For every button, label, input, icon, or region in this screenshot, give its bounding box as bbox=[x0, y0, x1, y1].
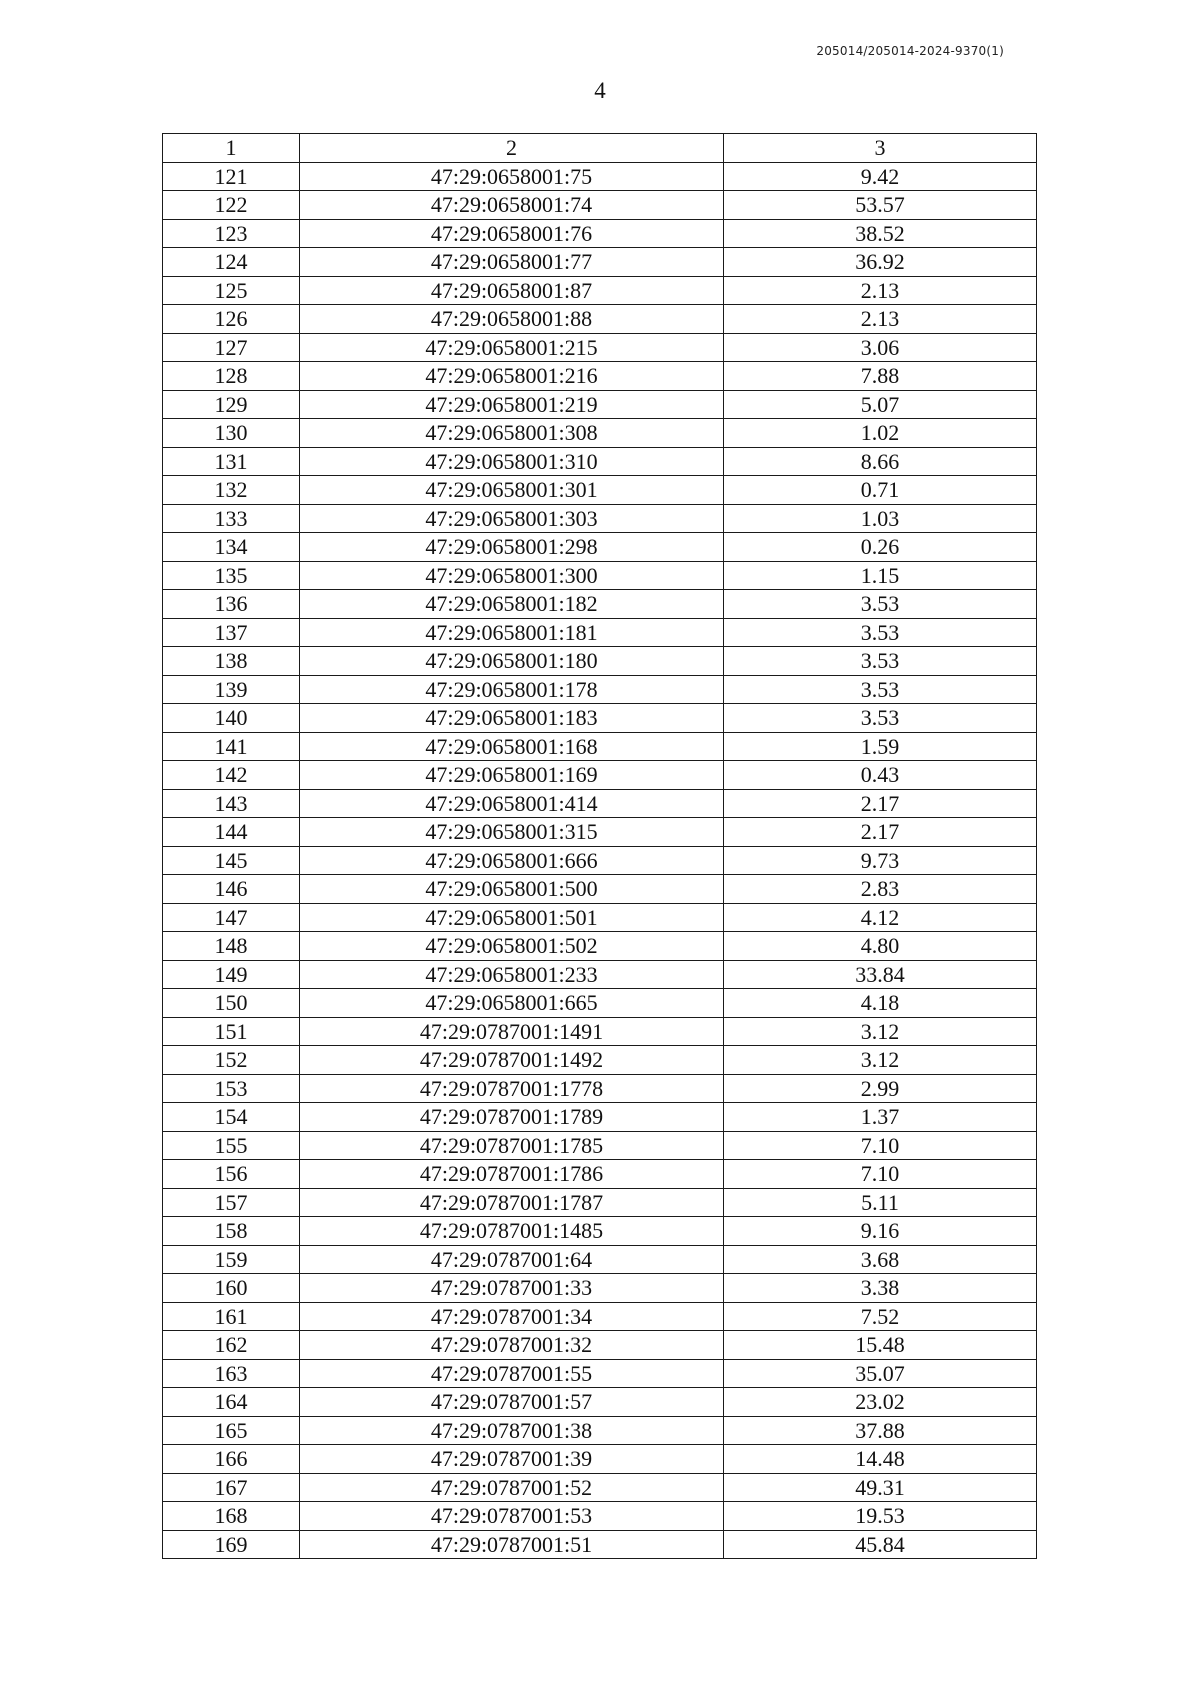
row-number-cell: 123 bbox=[163, 219, 300, 248]
area-value-cell: 0.43 bbox=[724, 761, 1037, 790]
row-number-cell: 136 bbox=[163, 590, 300, 619]
row-number-cell: 167 bbox=[163, 1473, 300, 1502]
row-number-cell: 148 bbox=[163, 932, 300, 961]
area-value-cell: 3.53 bbox=[724, 675, 1037, 704]
cadastral-number-cell: 47:29:0658001:298 bbox=[300, 533, 724, 562]
area-value-cell: 9.42 bbox=[724, 162, 1037, 191]
row-number-cell: 128 bbox=[163, 362, 300, 391]
area-value-cell: 0.71 bbox=[724, 476, 1037, 505]
table-row bbox=[163, 390, 1037, 419]
row-number-cell: 133 bbox=[163, 504, 300, 533]
row-number-cell: 134 bbox=[163, 533, 300, 562]
table-row bbox=[163, 1331, 1037, 1360]
area-value-cell: 4.18 bbox=[724, 989, 1037, 1018]
area-value-cell: 3.68 bbox=[724, 1245, 1037, 1274]
row-number-cell: 149 bbox=[163, 960, 300, 989]
area-value-cell: 15.48 bbox=[724, 1331, 1037, 1360]
cadastral-number-cell: 47:29:0787001:1787 bbox=[300, 1188, 724, 1217]
cadastral-number-cell: 47:29:0658001:300 bbox=[300, 561, 724, 590]
column-header-2: 2 bbox=[300, 134, 724, 163]
row-number-cell: 140 bbox=[163, 704, 300, 733]
cadastral-number-cell: 47:29:0658001:88 bbox=[300, 305, 724, 334]
cadastral-number-cell: 47:29:0787001:64 bbox=[300, 1245, 724, 1274]
table-row bbox=[163, 789, 1037, 818]
row-number-cell: 168 bbox=[163, 1502, 300, 1531]
table-row bbox=[163, 333, 1037, 362]
area-value-cell: 3.12 bbox=[724, 1017, 1037, 1046]
table-row bbox=[163, 305, 1037, 334]
row-number-cell: 152 bbox=[163, 1046, 300, 1075]
row-number-cell: 127 bbox=[163, 333, 300, 362]
table-body bbox=[163, 162, 1037, 1559]
cadastral-number-cell: 47:29:0787001:53 bbox=[300, 1502, 724, 1531]
table-row bbox=[163, 219, 1037, 248]
cadastral-number-cell: 47:29:0658001:181 bbox=[300, 618, 724, 647]
table-row bbox=[163, 675, 1037, 704]
cadastral-number-cell: 47:29:0658001:77 bbox=[300, 248, 724, 277]
area-value-cell: 3.53 bbox=[724, 704, 1037, 733]
area-value-cell: 23.02 bbox=[724, 1388, 1037, 1417]
table-row bbox=[163, 846, 1037, 875]
table-row bbox=[163, 1188, 1037, 1217]
table-row bbox=[163, 932, 1037, 961]
area-value-cell: 1.03 bbox=[724, 504, 1037, 533]
table-row bbox=[163, 362, 1037, 391]
table-row bbox=[163, 903, 1037, 932]
row-number-cell: 159 bbox=[163, 1245, 300, 1274]
cadastral-number-cell: 47:29:0658001:216 bbox=[300, 362, 724, 391]
table-row bbox=[163, 1359, 1037, 1388]
row-number-cell: 146 bbox=[163, 875, 300, 904]
row-number-cell: 130 bbox=[163, 419, 300, 448]
table-row bbox=[163, 960, 1037, 989]
row-number-cell: 121 bbox=[163, 162, 300, 191]
cadastral-number-cell: 47:29:0658001:168 bbox=[300, 732, 724, 761]
table-row bbox=[163, 647, 1037, 676]
table-row bbox=[163, 818, 1037, 847]
row-number-cell: 162 bbox=[163, 1331, 300, 1360]
cadastral-number-cell: 47:29:0658001:76 bbox=[300, 219, 724, 248]
area-value-cell: 3.53 bbox=[724, 647, 1037, 676]
row-number-cell: 147 bbox=[163, 903, 300, 932]
table-row bbox=[163, 1017, 1037, 1046]
row-number-cell: 169 bbox=[163, 1530, 300, 1559]
cadastral-number-cell: 47:29:0658001:665 bbox=[300, 989, 724, 1018]
area-value-cell: 2.17 bbox=[724, 818, 1037, 847]
area-value-cell: 33.84 bbox=[724, 960, 1037, 989]
row-number-cell: 126 bbox=[163, 305, 300, 334]
area-value-cell: 9.73 bbox=[724, 846, 1037, 875]
row-number-cell: 156 bbox=[163, 1160, 300, 1189]
area-value-cell: 7.88 bbox=[724, 362, 1037, 391]
cadastral-number-cell: 47:29:0658001:180 bbox=[300, 647, 724, 676]
row-number-cell: 157 bbox=[163, 1188, 300, 1217]
row-number-cell: 154 bbox=[163, 1103, 300, 1132]
table-row bbox=[163, 590, 1037, 619]
table-row bbox=[163, 1131, 1037, 1160]
table-row bbox=[163, 504, 1037, 533]
cadastral-number-cell: 47:29:0658001:414 bbox=[300, 789, 724, 818]
table-row bbox=[163, 191, 1037, 220]
row-number-cell: 153 bbox=[163, 1074, 300, 1103]
row-number-cell: 165 bbox=[163, 1416, 300, 1445]
cadastral-number-cell: 47:29:0658001:301 bbox=[300, 476, 724, 505]
row-number-cell: 131 bbox=[163, 447, 300, 476]
area-value-cell: 2.83 bbox=[724, 875, 1037, 904]
row-number-cell: 124 bbox=[163, 248, 300, 277]
area-value-cell: 0.26 bbox=[724, 533, 1037, 562]
cadastral-number-cell: 47:29:0658001:183 bbox=[300, 704, 724, 733]
table-row bbox=[163, 419, 1037, 448]
row-number-cell: 139 bbox=[163, 675, 300, 704]
table-row bbox=[163, 875, 1037, 904]
area-value-cell: 8.66 bbox=[724, 447, 1037, 476]
table-row bbox=[163, 1302, 1037, 1331]
table-row bbox=[163, 561, 1037, 590]
document-reference: 205014/205014-2024-9370(1) bbox=[816, 44, 1004, 58]
table-row bbox=[163, 618, 1037, 647]
table-row bbox=[163, 447, 1037, 476]
cadastral-number-cell: 47:29:0658001:303 bbox=[300, 504, 724, 533]
area-value-cell: 4.80 bbox=[724, 932, 1037, 961]
area-value-cell: 49.31 bbox=[724, 1473, 1037, 1502]
cadastral-number-cell: 47:29:0787001:52 bbox=[300, 1473, 724, 1502]
cadastral-number-cell: 47:29:0787001:1786 bbox=[300, 1160, 724, 1189]
row-number-cell: 151 bbox=[163, 1017, 300, 1046]
area-value-cell: 4.12 bbox=[724, 903, 1037, 932]
area-value-cell: 14.48 bbox=[724, 1445, 1037, 1474]
cadastral-number-cell: 47:29:0658001:501 bbox=[300, 903, 724, 932]
table-row bbox=[163, 1530, 1037, 1559]
table-row bbox=[163, 1274, 1037, 1303]
cadastral-number-cell: 47:29:0658001:502 bbox=[300, 932, 724, 961]
cadastral-number-cell: 47:29:0787001:1492 bbox=[300, 1046, 724, 1075]
cadastral-number-cell: 47:29:0658001:219 bbox=[300, 390, 724, 419]
column-header-1: 1 bbox=[163, 134, 300, 163]
cadastral-number-cell: 47:29:0787001:1491 bbox=[300, 1017, 724, 1046]
table-row bbox=[163, 1445, 1037, 1474]
area-value-cell: 3.38 bbox=[724, 1274, 1037, 1303]
table-row bbox=[163, 476, 1037, 505]
area-value-cell: 7.52 bbox=[724, 1302, 1037, 1331]
area-value-cell: 3.53 bbox=[724, 590, 1037, 619]
row-number-cell: 138 bbox=[163, 647, 300, 676]
cadastral-number-cell: 47:29:0787001:1785 bbox=[300, 1131, 724, 1160]
area-value-cell: 3.53 bbox=[724, 618, 1037, 647]
cadastral-number-cell: 47:29:0658001:74 bbox=[300, 191, 724, 220]
cadastral-number-cell: 47:29:0658001:178 bbox=[300, 675, 724, 704]
area-value-cell: 38.52 bbox=[724, 219, 1037, 248]
row-number-cell: 125 bbox=[163, 276, 300, 305]
table-row bbox=[163, 1217, 1037, 1246]
cadastral-number-cell: 47:29:0787001:33 bbox=[300, 1274, 724, 1303]
area-value-cell: 35.07 bbox=[724, 1359, 1037, 1388]
table-row bbox=[163, 162, 1037, 191]
page-number: 4 bbox=[594, 78, 606, 103]
table-row bbox=[163, 1502, 1037, 1531]
area-value-cell: 3.12 bbox=[724, 1046, 1037, 1075]
area-value-cell: 3.06 bbox=[724, 333, 1037, 362]
table-header-row bbox=[163, 134, 1037, 163]
row-number-cell: 132 bbox=[163, 476, 300, 505]
table-row bbox=[163, 1388, 1037, 1417]
area-value-cell: 9.16 bbox=[724, 1217, 1037, 1246]
table-row bbox=[163, 732, 1037, 761]
row-number-cell: 164 bbox=[163, 1388, 300, 1417]
cadastral-number-cell: 47:29:0658001:315 bbox=[300, 818, 724, 847]
area-value-cell: 2.13 bbox=[724, 276, 1037, 305]
table-row bbox=[163, 1473, 1037, 1502]
cadastral-number-cell: 47:29:0787001:32 bbox=[300, 1331, 724, 1360]
row-number-cell: 135 bbox=[163, 561, 300, 590]
cadastral-number-cell: 47:29:0658001:87 bbox=[300, 276, 724, 305]
cadastral-number-cell: 47:29:0658001:215 bbox=[300, 333, 724, 362]
row-number-cell: 144 bbox=[163, 818, 300, 847]
table-row bbox=[163, 1103, 1037, 1132]
row-number-cell: 142 bbox=[163, 761, 300, 790]
cadastral-number-cell: 47:29:0658001:182 bbox=[300, 590, 724, 619]
data-table-container bbox=[162, 133, 1036, 1559]
table-row bbox=[163, 704, 1037, 733]
cadastral-number-cell: 47:29:0658001:666 bbox=[300, 846, 724, 875]
area-value-cell: 2.13 bbox=[724, 305, 1037, 334]
cadastral-number-cell: 47:29:0787001:57 bbox=[300, 1388, 724, 1417]
area-value-cell: 5.11 bbox=[724, 1188, 1037, 1217]
table-row bbox=[163, 1416, 1037, 1445]
row-number-cell: 129 bbox=[163, 390, 300, 419]
table-row bbox=[163, 989, 1037, 1018]
table-row bbox=[163, 248, 1037, 277]
cadastral-number-cell: 47:29:0787001:39 bbox=[300, 1445, 724, 1474]
area-value-cell: 5.07 bbox=[724, 390, 1037, 419]
row-number-cell: 150 bbox=[163, 989, 300, 1018]
table-row bbox=[163, 1245, 1037, 1274]
row-number-cell: 166 bbox=[163, 1445, 300, 1474]
area-value-cell: 19.53 bbox=[724, 1502, 1037, 1531]
cadastral-number-cell: 47:29:0658001:500 bbox=[300, 875, 724, 904]
cadastral-number-cell: 47:29:0658001:308 bbox=[300, 419, 724, 448]
cadastral-number-cell: 47:29:0787001:1789 bbox=[300, 1103, 724, 1132]
row-number-cell: 137 bbox=[163, 618, 300, 647]
table-row bbox=[163, 1046, 1037, 1075]
cadastral-number-cell: 47:29:0787001:51 bbox=[300, 1530, 724, 1559]
area-value-cell: 1.15 bbox=[724, 561, 1037, 590]
row-number-cell: 160 bbox=[163, 1274, 300, 1303]
area-value-cell: 45.84 bbox=[724, 1530, 1037, 1559]
area-value-cell: 7.10 bbox=[724, 1131, 1037, 1160]
table-row bbox=[163, 1074, 1037, 1103]
area-value-cell: 1.59 bbox=[724, 732, 1037, 761]
table-row bbox=[163, 533, 1037, 562]
cadastral-number-cell: 47:29:0787001:1485 bbox=[300, 1217, 724, 1246]
area-value-cell: 2.99 bbox=[724, 1074, 1037, 1103]
row-number-cell: 145 bbox=[163, 846, 300, 875]
area-value-cell: 2.17 bbox=[724, 789, 1037, 818]
cadastral-number-cell: 47:29:0658001:75 bbox=[300, 162, 724, 191]
data-table bbox=[162, 133, 1037, 1559]
cadastral-number-cell: 47:29:0658001:233 bbox=[300, 960, 724, 989]
cadastral-number-cell: 47:29:0787001:38 bbox=[300, 1416, 724, 1445]
table-row bbox=[163, 1160, 1037, 1189]
cadastral-number-cell: 47:29:0787001:55 bbox=[300, 1359, 724, 1388]
row-number-cell: 143 bbox=[163, 789, 300, 818]
table-row bbox=[163, 276, 1037, 305]
area-value-cell: 53.57 bbox=[724, 191, 1037, 220]
area-value-cell: 7.10 bbox=[724, 1160, 1037, 1189]
column-header-3: 3 bbox=[724, 134, 1037, 163]
table-row bbox=[163, 761, 1037, 790]
row-number-cell: 161 bbox=[163, 1302, 300, 1331]
row-number-cell: 158 bbox=[163, 1217, 300, 1246]
area-value-cell: 37.88 bbox=[724, 1416, 1037, 1445]
cadastral-number-cell: 47:29:0658001:169 bbox=[300, 761, 724, 790]
cadastral-number-cell: 47:29:0787001:34 bbox=[300, 1302, 724, 1331]
cadastral-number-cell: 47:29:0658001:310 bbox=[300, 447, 724, 476]
area-value-cell: 36.92 bbox=[724, 248, 1037, 277]
area-value-cell: 1.02 bbox=[724, 419, 1037, 448]
row-number-cell: 141 bbox=[163, 732, 300, 761]
row-number-cell: 122 bbox=[163, 191, 300, 220]
cadastral-number-cell: 47:29:0787001:1778 bbox=[300, 1074, 724, 1103]
row-number-cell: 163 bbox=[163, 1359, 300, 1388]
area-value-cell: 1.37 bbox=[724, 1103, 1037, 1132]
row-number-cell: 155 bbox=[163, 1131, 300, 1160]
